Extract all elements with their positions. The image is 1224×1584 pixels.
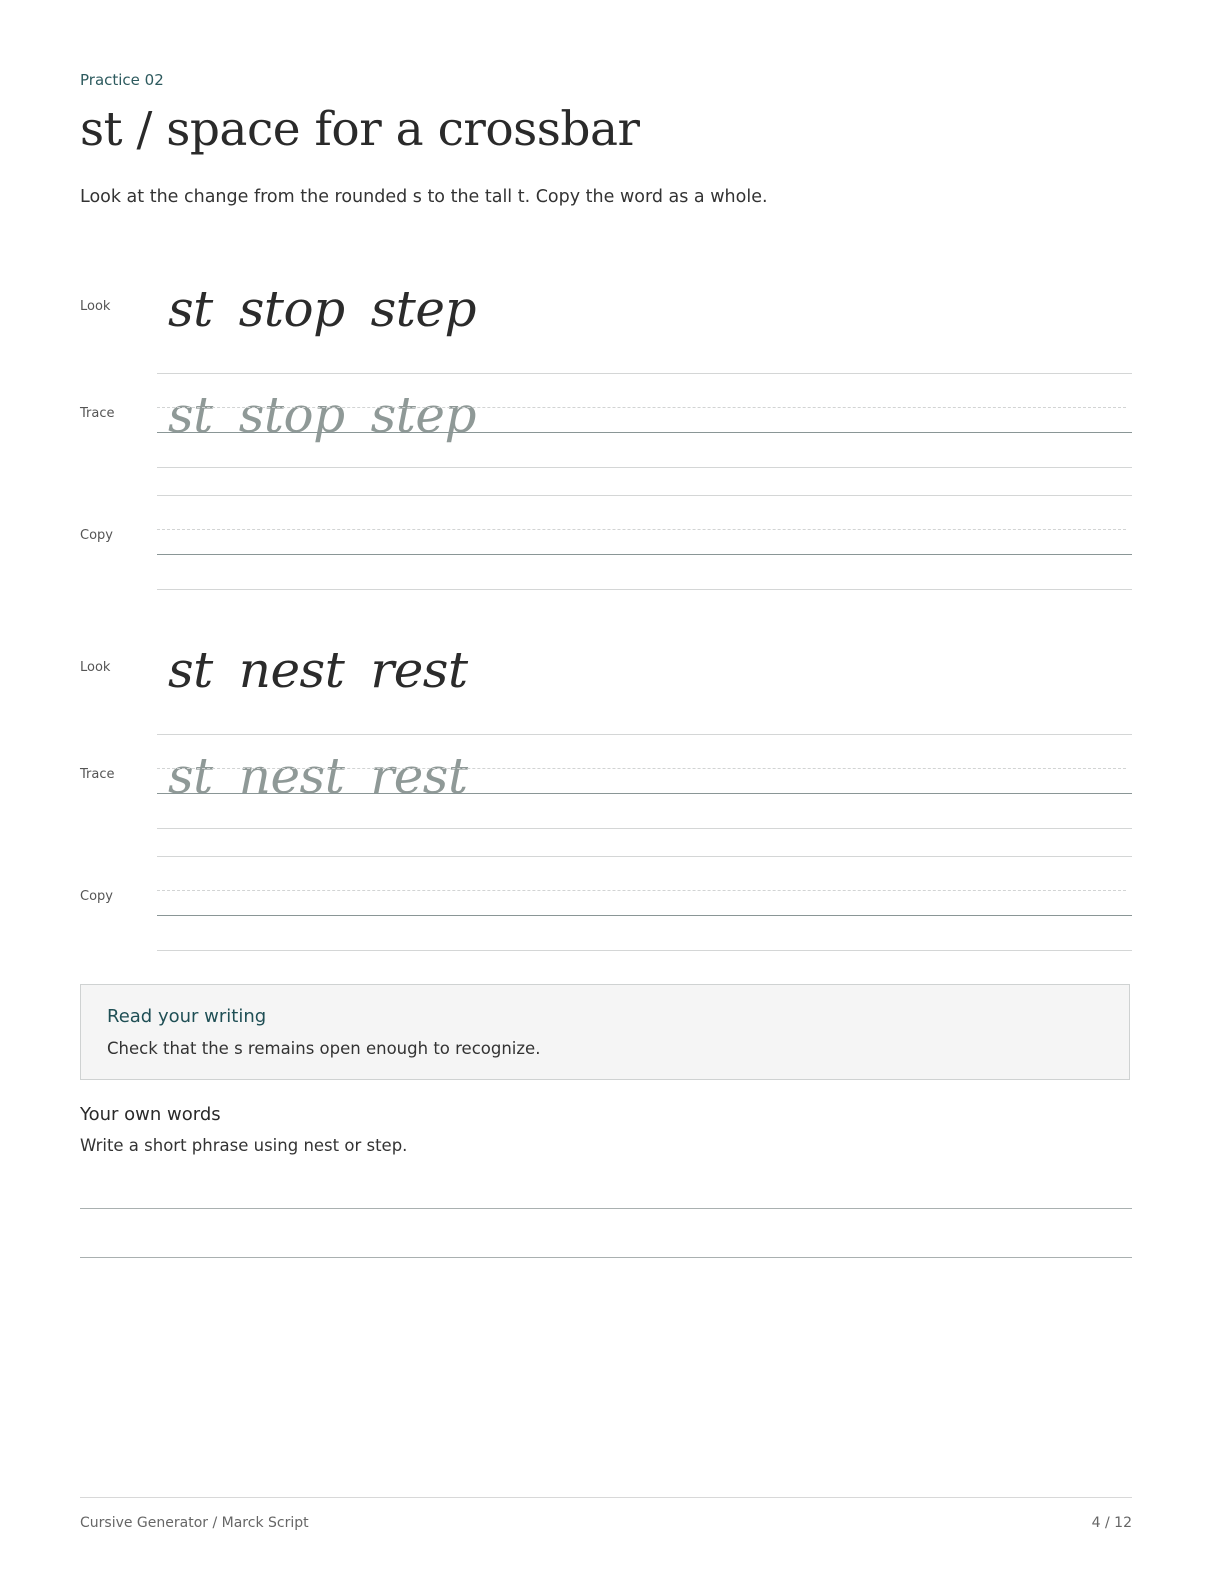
page-number: 4 / 12 [1091, 1515, 1132, 1531]
look-label: Look [80, 299, 111, 314]
look-word: stop [238, 280, 345, 338]
trace-word: nest [238, 747, 345, 805]
trace-word: rest [370, 747, 468, 805]
look-words [168, 280, 502, 338]
look-words [168, 641, 494, 699]
trace-label: Trace [80, 406, 115, 421]
callout-text: Check that the s remains open enough to recognize. [107, 1039, 541, 1058]
copy-label: Copy [80, 889, 113, 904]
own-words-instructions: Write a short phrase using nest or step. [80, 1136, 408, 1155]
intro-text: Look at the change from the rounded s to the tall t. Copy the word as a whole. [80, 187, 768, 207]
trace-words[interactable] [168, 747, 494, 805]
look-label: Look [80, 660, 111, 675]
practice-kicker: Practice 02 [80, 71, 164, 89]
look-word: st [168, 641, 213, 699]
read-your-writing-callout [80, 984, 1130, 1080]
look-word: step [370, 280, 476, 338]
trace-label: Trace [80, 767, 115, 782]
writing-line[interactable] [80, 1208, 1132, 1209]
trace-word: stop [238, 386, 345, 444]
writing-line[interactable] [80, 1257, 1132, 1258]
trace-word: step [370, 386, 476, 444]
look-word: nest [238, 641, 345, 699]
look-word: st [168, 280, 213, 338]
footer-divider [80, 1497, 1132, 1498]
own-words-title: Your own words [80, 1104, 221, 1125]
footer-source: Cursive Generator / Marck Script [80, 1515, 309, 1531]
trace-word: st [168, 386, 213, 444]
trace-word: st [168, 747, 213, 805]
page-title: st / space for a crossbar [80, 102, 640, 157]
copy-label: Copy [80, 528, 113, 543]
callout-title: Read your writing [107, 1006, 267, 1027]
look-word: rest [370, 641, 468, 699]
trace-words[interactable] [168, 386, 502, 444]
